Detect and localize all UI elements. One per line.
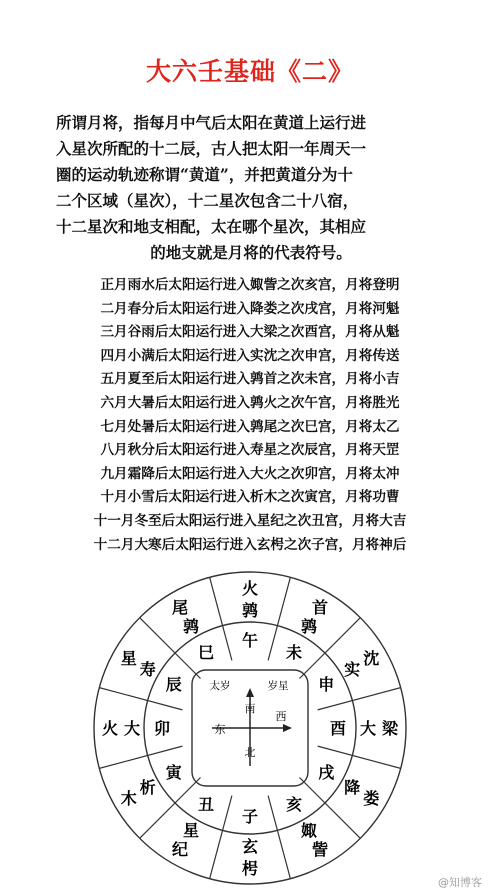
intro-line: 的地支就是月将的代表符号。 xyxy=(150,243,352,262)
station-char: 鹑 xyxy=(182,616,200,636)
station-char: 沈 xyxy=(363,649,380,668)
station-char: 梁 xyxy=(381,719,399,738)
station-char: 木 xyxy=(120,789,137,808)
month-line: 三月谷雨后太阳运行进入大梁之次酉宫，月将从魁 xyxy=(100,324,400,341)
branch-label: 酉 xyxy=(329,719,347,738)
month-line: 九月霜降后太阳运行进入大火之次卯宫，月将太冲 xyxy=(100,465,400,482)
station-char: 析 xyxy=(139,778,156,797)
month-line: 四月小满后太阳运行进入实沈之次申宫，月将传送 xyxy=(100,347,400,364)
center-north-label: 北 xyxy=(244,746,256,759)
station-char: 火 xyxy=(241,579,259,598)
intro-line: 十二星次和地支相配，太在哪个星次，其相应 xyxy=(56,217,367,236)
arrow-up-icon xyxy=(246,688,254,697)
month-line: 七月处暑后太阳运行进入鹑尾之次巳宫，月将太乙 xyxy=(100,418,400,435)
branch-label: 丑 xyxy=(197,795,215,815)
station-char: 首 xyxy=(311,597,329,617)
branch-label: 未 xyxy=(285,642,303,662)
station-char: 星 xyxy=(120,649,137,668)
month-line: 五月夏至后太阳运行进入鹑首之次未宫，月将小吉 xyxy=(100,371,400,388)
month-line: 十二月大寒后太阳运行进入玄枵之次子宫，月将神后 xyxy=(93,536,407,553)
branch-label: 亥 xyxy=(285,795,303,815)
intro-line: 圈的运动轨迹称谓“黄道”，并把黄道分为十 xyxy=(56,165,353,184)
month-line: 正月雨水后太阳运行进入娵訾之次亥宫，月将登明 xyxy=(100,277,400,293)
month-line: 十月小雪后太阳运行进入析木之次寅宫，月将功曹 xyxy=(100,489,400,506)
arrow-right-icon xyxy=(283,724,292,732)
station-char: 鹑 xyxy=(300,616,318,636)
station-char: 娄 xyxy=(363,789,380,808)
station-char: 火 xyxy=(101,719,119,738)
page-title: 大六壬基础《二》 xyxy=(145,57,354,86)
station-char: 大 xyxy=(359,719,377,738)
month-line: 十一月冬至后太阳运行进入星纪之次丑宫，月将大吉 xyxy=(93,512,407,529)
zodiac-wheel-diagram xyxy=(82,570,418,886)
center-west-label: 西 xyxy=(275,710,287,723)
station-char: 尾 xyxy=(171,597,189,617)
station-char: 寿 xyxy=(139,660,156,679)
center-east-label: 东 xyxy=(214,723,226,736)
center-suixing-label: 岁星 xyxy=(267,680,289,692)
station-char: 实 xyxy=(344,660,361,679)
intro-line: 所谓月将，指每月中气后太阳在黄道上运行进 xyxy=(56,113,367,132)
month-line: 六月大暑后太阳运行进入鹑火之次午宫，月将胜光 xyxy=(100,394,400,411)
station-char: 訾 xyxy=(311,840,329,860)
branch-label: 申 xyxy=(318,675,335,694)
branch-label: 巳 xyxy=(197,642,215,662)
intro-line: 二个区域（星次），十二星次包含二十八宿， xyxy=(56,191,359,210)
intro-paragraph xyxy=(56,110,446,266)
branch-label: 子 xyxy=(241,807,259,826)
month-list xyxy=(0,274,500,557)
station-char: 娵 xyxy=(300,821,318,841)
month-line: 二月春分后太阳运行进入降娄之次戌宫，月将河魁 xyxy=(100,300,400,317)
month-line: 八月秋分后太阳运行进入寿星之次辰宫，月将天罡 xyxy=(100,442,400,459)
station-char: 纪 xyxy=(171,840,189,860)
station-char: 鹑 xyxy=(241,601,259,620)
station-char: 枵 xyxy=(241,859,259,878)
branch-label: 戌 xyxy=(318,763,335,782)
station-char: 玄 xyxy=(241,837,259,856)
center-taisui-label: 太岁 xyxy=(209,680,231,692)
branch-label: 午 xyxy=(241,631,259,650)
branch-label: 寅 xyxy=(165,763,182,782)
intro-line: 入星次所配的十二辰，古人把太阳一年周天一 xyxy=(56,139,367,158)
center-south-label: 南 xyxy=(244,702,256,715)
station-char: 大 xyxy=(123,719,141,738)
branch-label: 卯 xyxy=(153,719,171,738)
watermark: @知博客 xyxy=(438,876,482,889)
station-char: 星 xyxy=(182,821,200,841)
station-char: 降 xyxy=(344,778,361,797)
branch-label: 辰 xyxy=(165,675,182,694)
